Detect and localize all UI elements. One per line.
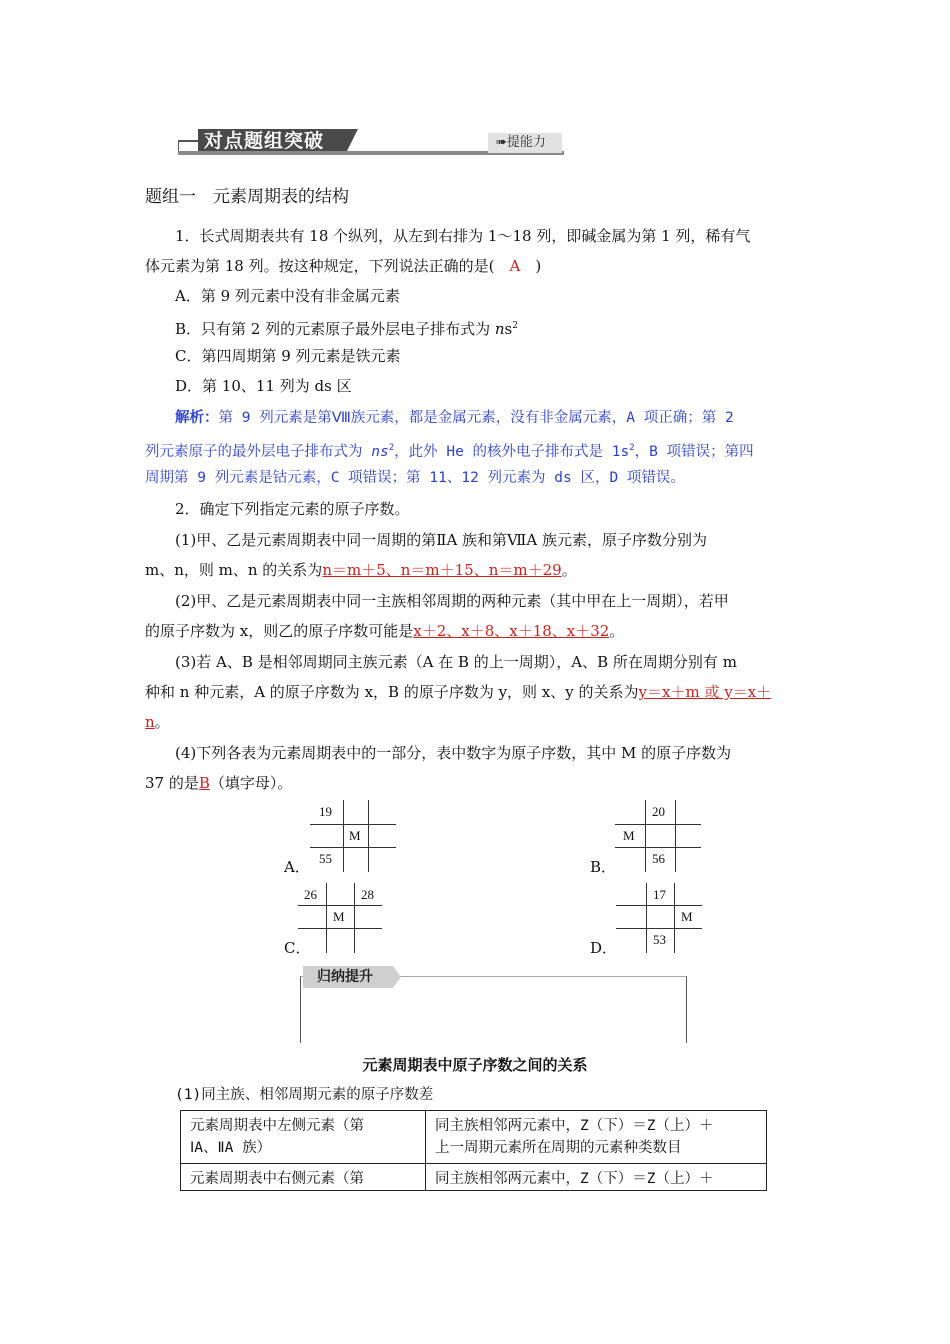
grid-b-mid: M [623,828,635,843]
option-d-label: D． [590,939,618,957]
grid-c-mid: M [333,909,345,924]
q1-stem-line2: 体元素为第 18 列。按这种规定，下列说法正确的是( A ) [145,257,542,275]
grid-option-c [298,883,382,953]
q1-analysis-line3: 周期第 9 列元素是钴元素，C 项错误；第 11、12 列元素为 ds 区，D 项错误。 [145,470,685,486]
summary-box-tag: 归纳提升 [303,966,401,988]
grid-option-b [615,800,701,872]
grid-b-bottom: 56 [652,851,665,866]
q2-part4-line1: (4)下列各表为元素周期表中的一部分，表中数字为原子序数，其中 M 的原子序数为 [175,744,732,762]
table-row [181,1164,767,1191]
table-cell: 同主族相邻两元素中，Z（下）＝Z（上）＋ [426,1164,767,1191]
q1-option-a: A．第 9 列元素中没有非金属元素 [175,287,400,305]
q2-stem: 2．确定下列指定元素的原子序数。 [175,500,410,518]
q1-stem-line1: 1．长式周期表共有 18 个纵列，从左到右排为 1～18 列，即碱金属为第 1 列，稀有气 [175,227,751,245]
option-b-label: B． [590,858,617,876]
q2-part1-line2: m、n，则 m、n 的关系为n＝m＋5、n＝m＋15、n＝m＋29。 [145,561,577,579]
grid-a-top: 19 [319,804,332,819]
q2-part3-line2: 种和 n 种元素，A 的原子序数为 x，B 的原子序数为 y，则 x、y 的关系为y＝x＋m 或 y＝x＋ [145,683,772,701]
q2-part1-line1: (1)甲、乙是元素周期表中同一周期的第ⅡA 族和第ⅦA 族元素，原子序数分别为 [175,531,708,549]
banner-title: 对点题组突破 [204,130,325,152]
banner-tag: ➠提能力 [496,135,546,150]
table-cell: 元素周期表中右侧元素（第 [181,1164,426,1191]
section-banner [178,127,564,157]
option-a-label: A． [284,858,310,876]
q2-part2-answer: x＋2、x＋8、x＋18、x＋32 [413,622,610,640]
q2-part3-answer: y＝x＋m 或 y＝x＋ [638,683,772,701]
grid-d-mid: M [681,909,693,924]
q2-part3-line3: n。 [145,713,170,731]
q1-answer: A [509,257,521,275]
option-c-label: C． [284,939,311,957]
q2-part3-line1: (3)若 A、B 是相邻周期同主族元素（A 在 B 的上一周期），A、B 所在周期分别有 m [175,653,737,671]
q1-analysis-line1: 解析：第 9 列元素是第Ⅷ族元素，都是金属元素，没有非金属元素，A 项正确；第 2 [175,410,734,426]
table-cell: 元素周期表中左侧元素（第 ⅠA、ⅡA 族） [181,1111,426,1164]
table-row [181,1111,767,1164]
q2-part4-line2: 37 的是B（填字母）。 [145,774,293,792]
q1-option-c: C．第四周期第 9 列元素是铁元素 [175,347,401,365]
q1-option-b: B．只有第 2 列的元素原子最外层电子排布式为 $ns^2$ [175,320,518,338]
table-cell: 同主族相邻两元素中，Z（下）＝Z（上）＋ 上一周期元素所在周期的元素种类数目 [426,1111,767,1164]
grid-a-bottom: 55 [319,851,332,866]
q2-part2-line1: (2)甲、乙是元素周期表中同一主族相邻周期的两种元素（其中甲在上一周期），若甲 [175,592,729,610]
grid-d-top: 17 [653,887,666,902]
summary-table [180,1110,767,1191]
analysis-label: 解析： [175,410,219,426]
q1-option-d: D．第 10、11 列为 ds 区 [175,377,352,395]
q2-part1-answer: n＝m＋5、n＝m＋15、n＝m＋29 [322,561,562,579]
q2-part4-answer: B [198,774,210,792]
group-heading: 题组一 元素周期表的结构 [145,187,349,207]
grid-option-d [616,883,702,953]
summary-title: 元素周期表中原子序数之间的关系 [362,1056,588,1074]
q2-part2-line2: 的原子序数为 x，则乙的原子序数可能是x＋2、x＋8、x＋18、x＋32。 [145,622,625,640]
q1-analysis-line2: 列元素原子的最外层电子排布式为 $ns^2$，此外 He 的核外电子排布式是 $1s^2$，B 项错误；第四 [145,443,754,460]
grid-a-mid: M [349,828,361,843]
grid-c-right: 28 [361,887,374,902]
grid-d-bottom: 53 [653,932,666,947]
summary-subtitle: (1)同主族、相邻周期元素的原子序数差 [175,1087,434,1103]
grid-option-a [310,800,396,872]
grid-c-left: 26 [304,887,317,902]
grid-b-top: 20 [652,804,665,819]
